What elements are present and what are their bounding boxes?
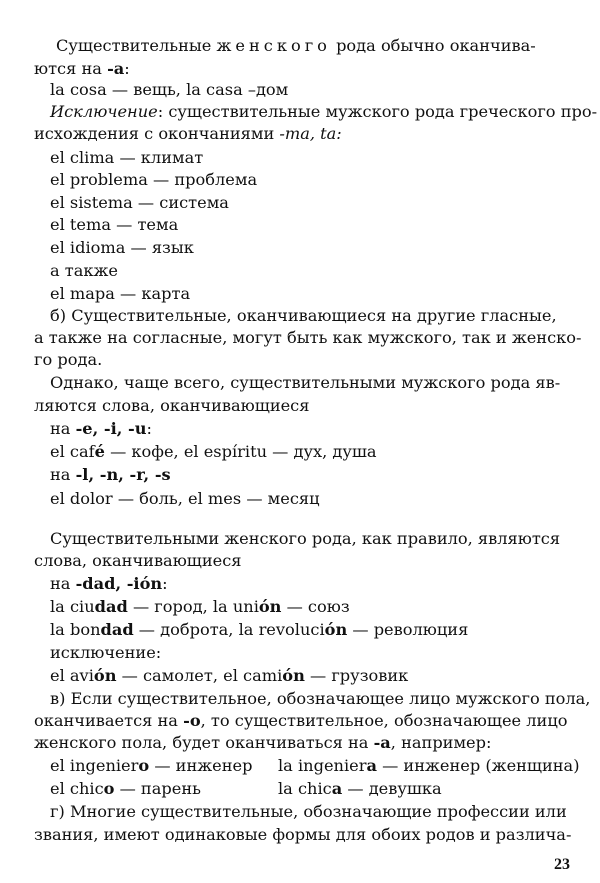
text-line: Исключение: существительные мужского рода греческого про- (50, 102, 598, 121)
example-line: el mapa — карта (50, 284, 191, 303)
example-line: la ingeniera — инженер (женщина) (278, 756, 580, 775)
text-line: оканчивается на -о, то существительное, обозначающее лицо (34, 711, 568, 730)
example-line: el dolor — боль, el mes — месяц (50, 489, 320, 508)
text-line: Однако, чаще всего, существительными мужского рода яв- (50, 373, 561, 392)
text-line: а также на согласные, могут быть как мужского, так и женско- (34, 328, 582, 347)
text-line: слова, оканчивающиеся (34, 551, 242, 570)
text-line: Существительные женского рода обычно оканчива- (56, 36, 536, 55)
text-line: Существительными женского рода, как правило, являются (50, 529, 561, 548)
example-line: el chico — парень (50, 779, 201, 798)
text-line: исхождения с окончаниями -ma, ta: (34, 124, 342, 143)
example-line: la cosa — вещь, la casa –дом (50, 80, 289, 99)
text-line: г) Многие существительные, обозначающие профессии или (50, 802, 567, 821)
text-line: на -e, -i, -u: (50, 419, 152, 438)
text-line: ляются слова, оканчивающиеся (34, 396, 310, 415)
text-line: на -dad, -ión: (50, 574, 168, 593)
text-line: б) Существительные, оканчивающиеся на другие гласные, (50, 306, 557, 325)
example-line: la chica — девушка (278, 779, 442, 798)
example-line: el idioma — язык (50, 238, 194, 257)
example-line: el clima — климат (50, 148, 204, 167)
text-line: в) Если существительное, обозначающее лицо мужского пола, (50, 689, 591, 708)
text-line: а также (50, 261, 118, 280)
text-line: звания, имеют одинаковые формы для обоих родов и различа- (34, 825, 572, 844)
text-line: го рода. (34, 350, 103, 369)
text-line: ются на -а: (34, 59, 130, 78)
example-line: el café — кофе, el espíritu — дух, душа (50, 442, 377, 461)
example-line: el ingeniero — инженер (50, 756, 253, 775)
example-line: la ciudad — город, la unión — союз (50, 597, 350, 616)
text-line: исключение: (50, 643, 162, 662)
example-line: el avión — самолет, el camión — грузовик (50, 666, 409, 685)
page-number: 23 (554, 856, 570, 873)
example-line: el problema — проблема (50, 170, 258, 189)
example-line: el tema — тема (50, 215, 179, 234)
example-line: la bondad — доброта, la revolución — революция (50, 620, 469, 639)
text-line: женского пола, будет оканчиваться на -а, например: (34, 733, 492, 752)
text-line: на -l, -n, -r, -s (50, 465, 171, 484)
example-line: el sistema — система (50, 193, 229, 212)
